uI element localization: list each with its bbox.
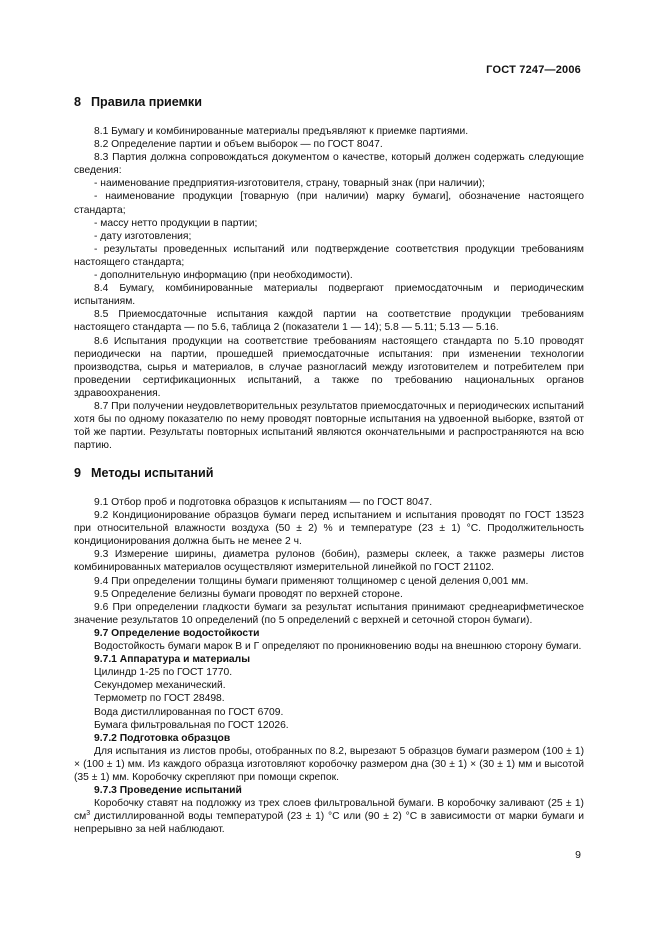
paragraph-9-7-3-part-a: Коробочку ставят на подложку из трех слоев фильтровальной бумаги. В коробочку заливают (25 ± 1) см — [74, 798, 584, 823]
paragraph-9-7-3 — [74, 797, 584, 836]
cubic-superscript: 3 — [86, 810, 91, 818]
list-item: - наименование продукции [товарную (при наличии) марку бумаги], обозначение настоящего стандарта; — [74, 191, 584, 216]
paragraph-9-3: 9.3 Измерение ширины, диаметра рулонов (бобин), размеры склеек, а также размеры листов комбинированных материалов осуществляют измерительной линейкой по ГОСТ 21102. — [74, 549, 584, 574]
paragraph-9-7-2: Для испытания из листов пробы, отобранных по 8.2, вырезают 5 образцов бумаги размером (100 ± 1) × (100 ± 1) мм. Из каждого образца изготовляют коробочку размером дна (30 ± 1) × (30 ± 1) мм и высотой (35 ± 1) мм. Коробочку скрепляют при помощи скрепок. — [74, 745, 584, 783]
document-code-header: ГОСТ 7247—2006 — [486, 64, 581, 76]
paragraph-9-6: 9.6 При определении гладкости бумаги за результат испытания принимают среднеарифметическое значение результатов 10 определений (по 5 определений с верхней и сеточной сторон бумаги). — [74, 601, 584, 626]
list-item: Вода дистиллированная по ГОСТ 6709. — [94, 706, 284, 718]
paragraph-8-2: 8.2 Определение партии и объем выборок — по ГОСТ 8047. — [94, 139, 383, 151]
list-item: - массу нетто продукции в партии; — [94, 217, 258, 229]
section-8-heading — [74, 94, 584, 110]
paragraph-8-6: 8.6 Испытания продукции на соответствие требованиям настоящего стандарта по 5.10 проводят периодически на партии, прошедшей приемосдаточные испытания: при изменении технологии производства, сырья и материалов, в случае разногласий между изготовителем и потребителем при проведении сертификационных испытаний, а также по требованию национальных органов здравоохранения. — [74, 335, 584, 399]
paragraph-9-7: Водостойкость бумаги марок В и Г определяют по проникновению воды на внешнюю сторону бумаги. — [94, 641, 582, 653]
section-8-title: Правила приемки — [91, 95, 202, 109]
page-number: 9 — [575, 849, 581, 861]
paragraph-9-7-3-part-b: дистиллированной воды температурой (23 ± 1) °С или (90 ± 2) °С в зависимости от марки бумаги и непрерывно за ней наблюдают. — [74, 811, 584, 836]
paragraph-9-5: 9.5 Определение белизны бумаги проводят по верхней стороне. — [94, 588, 403, 600]
section-8-body — [74, 125, 584, 452]
section-8 — [74, 94, 584, 110]
subheading-9-7: 9.7 Определение водостойкости — [94, 627, 260, 639]
subheading-9-7-2: 9.7.2 Подготовка образцов — [94, 732, 231, 744]
section-9 — [74, 465, 584, 481]
paragraph-9-1: 9.1 Отбор проб и подготовка образцов к испытаниям — по ГОСТ 8047. — [94, 497, 433, 508]
list-item: Цилиндр 1-25 по ГОСТ 1770. — [94, 667, 233, 679]
paragraph-8-5: 8.5 Приемосдаточные испытания каждой партии на соответствие продукции требованиям настоящего стандарта — по 5.6, таблица 2 (показатели 1 — 14); 5.8 — 5.11; 5.13 — 5.16. — [74, 309, 584, 334]
section-9-title: Методы испытаний — [91, 466, 214, 480]
list-item: Термометр по ГОСТ 28498. — [94, 693, 225, 705]
list-item: Секундомер механический. — [94, 680, 226, 692]
section-9-body — [74, 496, 584, 836]
list-item: - дополнительную информацию (при необходимости). — [94, 270, 353, 282]
subheading-9-7-3: 9.7.3 Проведение испытаний — [94, 785, 242, 797]
list-item: - дату изготовления; — [94, 230, 192, 242]
paragraph-9-2: 9.2 Кондиционирование образцов бумаги перед испытанием и испытания проводят по ГОСТ 13523 при относительной влажности воздуха (50 ± 2) % и температуре (23 ± 1) °С. Продолжительность кондиционирования должна быть не менее 2 ч. — [74, 510, 584, 548]
paragraph-8-7: 8.7 При получении неудовлетворительных результатов приемосдаточных и периодических испытаний хотя бы по одному показателю по нему проводят повторные испытания на удвоенной выборке, взятой от той же партии. Результаты повторных испытаний являются окончательными и распространяются на всю партию. — [74, 400, 584, 452]
list-item: Бумага фильтровальная по ГОСТ 12026. — [94, 719, 289, 731]
section-8-number: 8 — [74, 95, 82, 109]
section-9-heading — [74, 465, 584, 481]
paragraph-8-1: 8.1 Бумагу и комбинированные материалы предъявляют к приемке партиями. — [94, 126, 469, 137]
list-item: - наименование предприятия-изготовителя, страну, товарный знак (при наличии); — [94, 178, 485, 190]
section-9-number: 9 — [74, 466, 82, 480]
subheading-9-7-1: 9.7.1 Аппаратура и материалы — [94, 654, 250, 666]
paragraph-9-4: 9.4 При определении толщины бумаги применяют толщиномер с ценой деления 0,001 мм. — [94, 575, 529, 587]
paragraph-8-4: 8.4 Бумагу, комбинированные материалы подвергают приемосдаточным и периодическим испытаниям. — [74, 283, 584, 308]
paragraph-8-3: 8.3 Партия должна сопровождаться документом о качестве, который должен содержать следующие сведения: — [74, 152, 584, 177]
list-item: - результаты проведенных испытаний или подтверждение соответствия продукции требованиям настоящего стандарта; — [74, 243, 584, 268]
